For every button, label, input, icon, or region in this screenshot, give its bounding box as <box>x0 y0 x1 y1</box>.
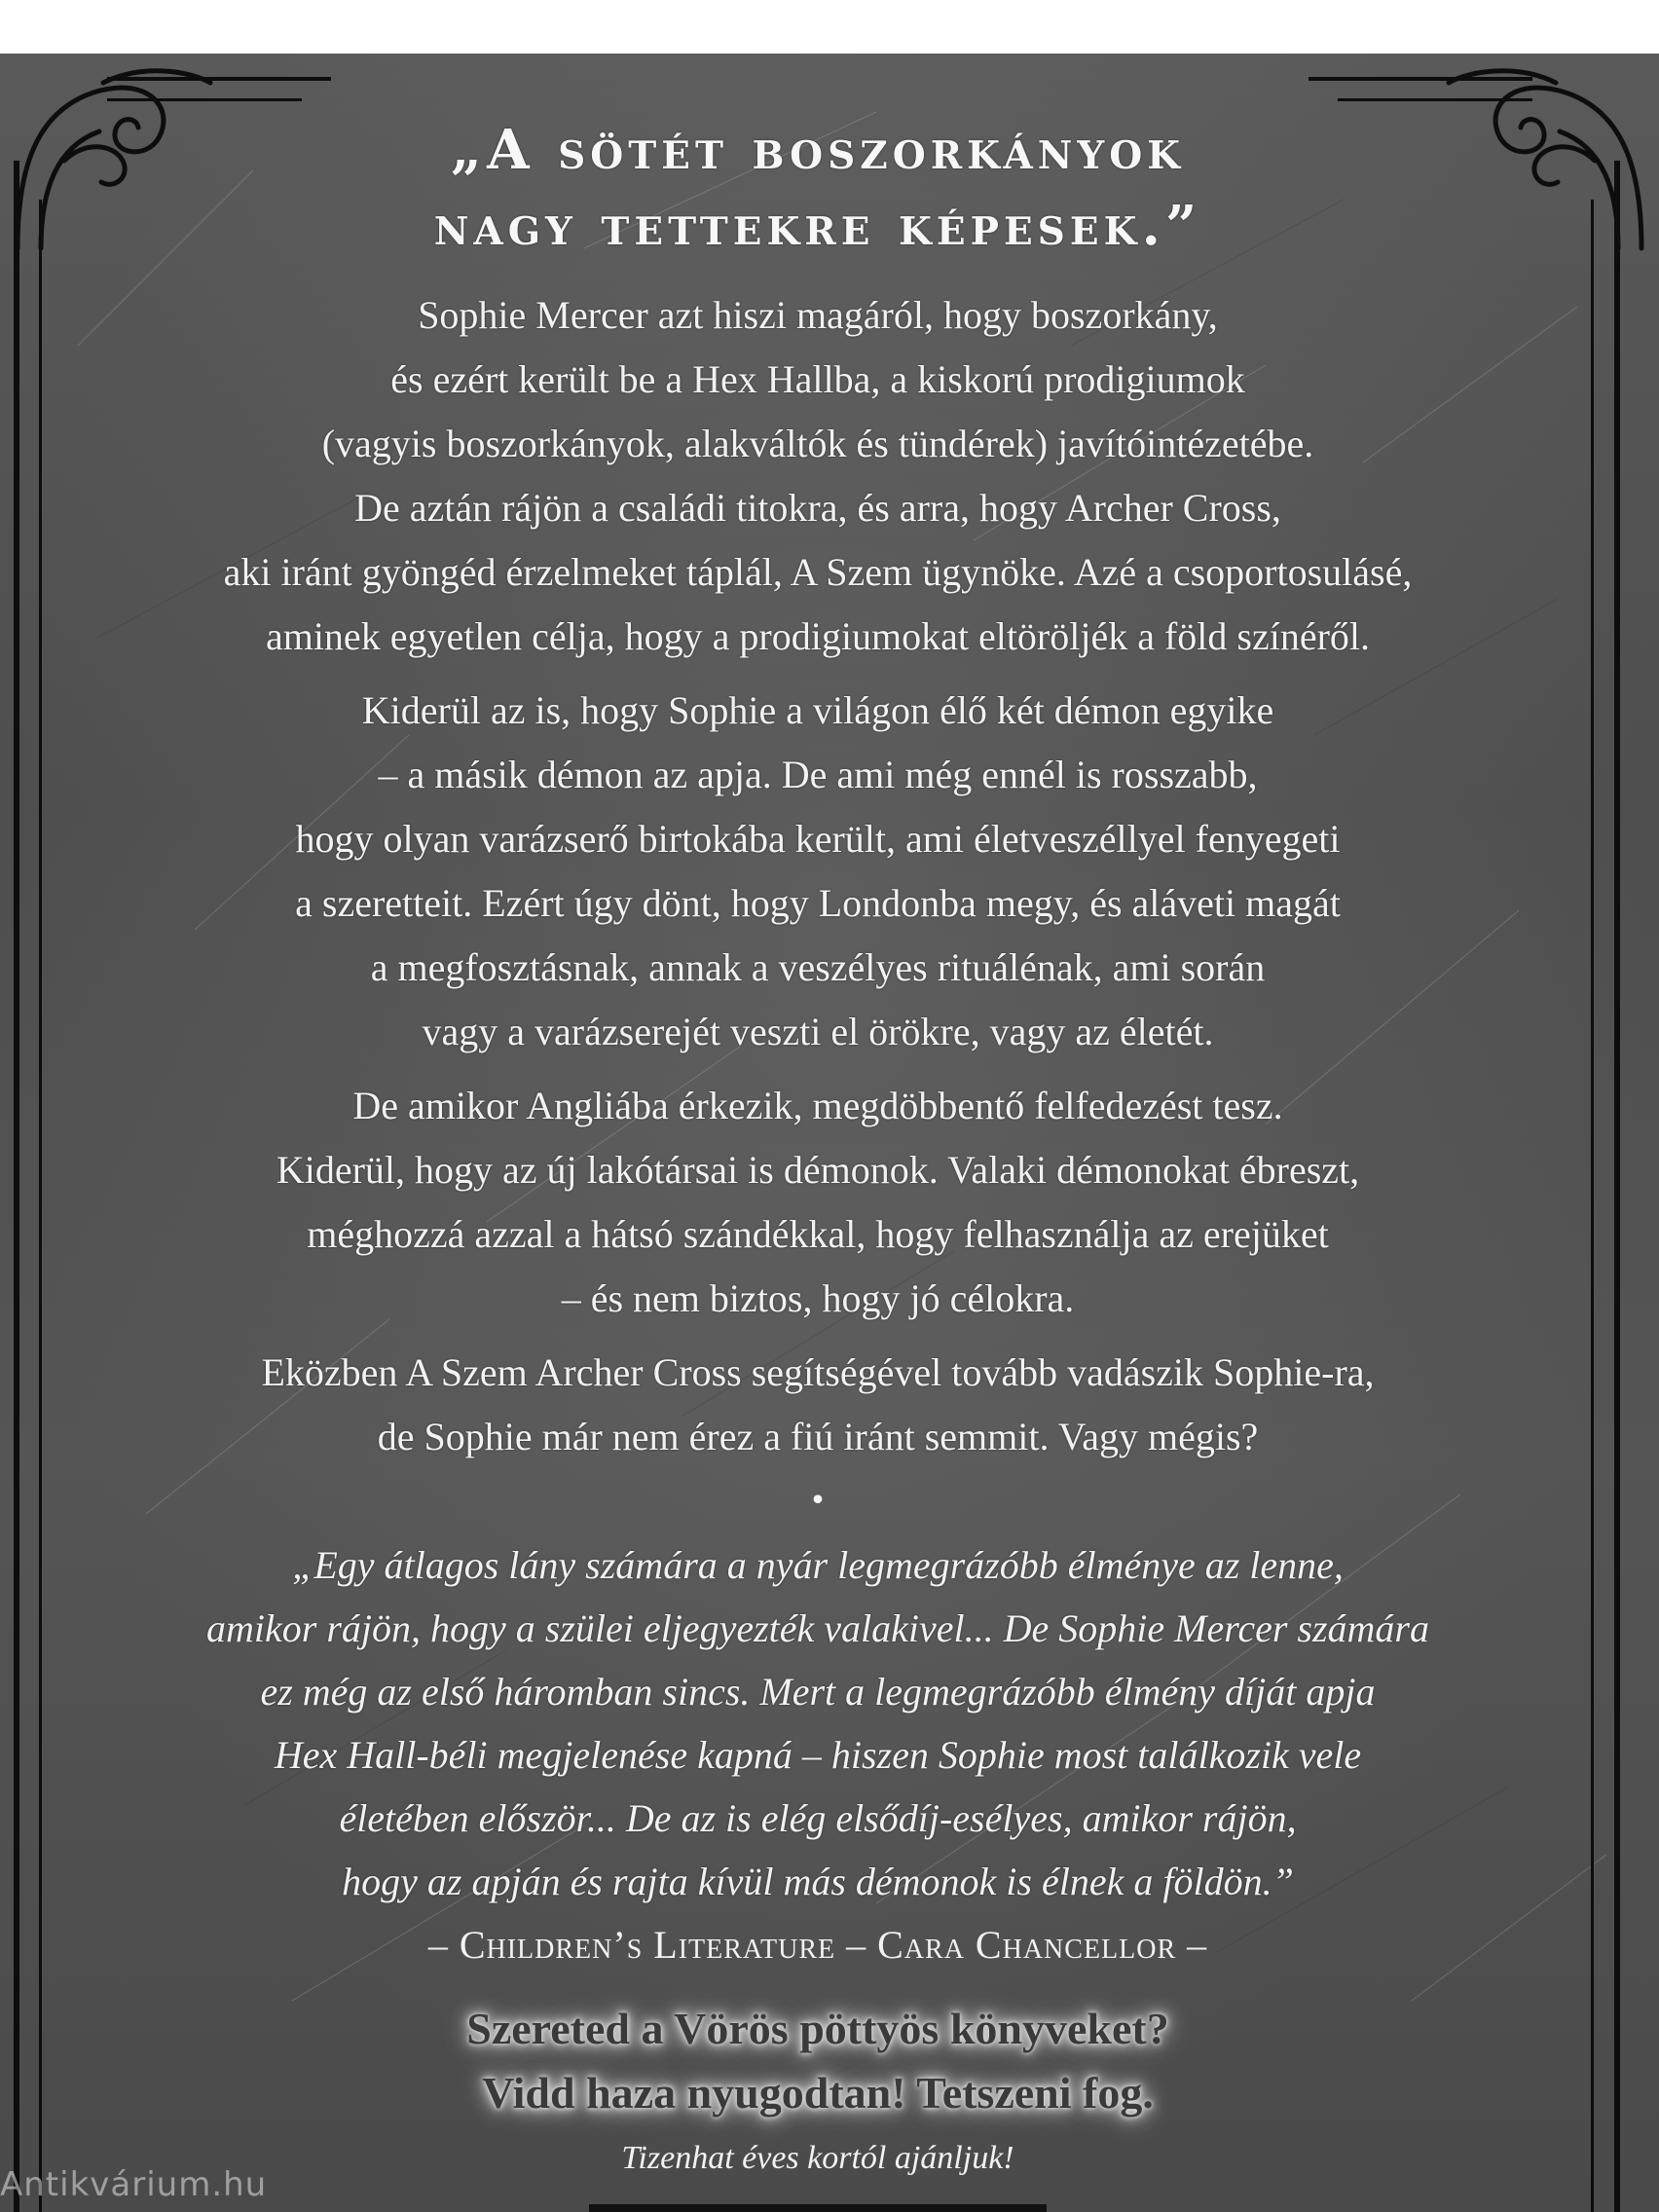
promo-text <box>88 1997 1548 2125</box>
frame-right-outer <box>1614 161 1620 2212</box>
blurb-line: a szeretteit. Ezért úgy dönt, hogy Londonba megy, és aláveti magát <box>295 881 1341 925</box>
promo-line: Vidd haza nyugodtan! Tetszeni fog. <box>482 2068 1154 2118</box>
frame-left-outer <box>14 161 19 2212</box>
blurb-line: – és nem biztos, hogy jó célokra. <box>561 1276 1075 1320</box>
promo-line: Szereted a Vörös pöttyös könyveket? <box>466 2004 1169 2053</box>
review-attribution: – Children’s Literature – Cara Chancellor – <box>427 1923 1208 1967</box>
blurb-line: vagy a varázserejét veszti el örökre, vagy az életét. <box>422 1010 1214 1053</box>
review-line: amikor rájön, hogy a szülei eljegyezték valakivel... De Sophie Mercer számára <box>206 1606 1429 1650</box>
blurb-line: Eközben A Szem Archer Cross segítségével tovább vadászik Sophie-ra, <box>261 1350 1375 1394</box>
frame-left-inner <box>39 200 42 2212</box>
back-cover-content <box>88 112 1548 2186</box>
frame-right-inner <box>1591 200 1594 2212</box>
blurb-line: hogy olyan varázserő birtokába került, ami életveszéllyel fenyegeti <box>295 817 1341 861</box>
headline-line: nagy tettekre képesek.” <box>433 194 1202 258</box>
watermark: Antikvárium.hu <box>0 2165 268 2204</box>
review-line: „Egy átlagos lány számára a nyár legmegrázóbb élménye az lenne, <box>292 1543 1344 1587</box>
blurb-paragraph-2 <box>88 679 1548 1064</box>
blurb-paragraph-3 <box>88 1074 1548 1331</box>
review-line: hogy az apján és rajta kívül más démonok is élnek a földön.” <box>342 1860 1294 1903</box>
blurb-line: Kiderül az is, hogy Sophie a világon élő két démon egyike <box>361 688 1274 732</box>
headline <box>88 112 1548 264</box>
review-line: életében először... De az is elég elsődíj-esélyes, amikor rájön, <box>339 1796 1297 1840</box>
blurb-line: és ezért került be a Hex Hallba, a kiskorú prodigiumok <box>390 357 1245 401</box>
blurb-line: Sophie Mercer azt hiszi magáról, hogy boszorkány, <box>418 293 1218 337</box>
blurb-line: méghozzá azzal a hátsó szándékkal, hogy felhasználja az erejüket <box>307 1212 1329 1256</box>
blurb-line: de Sophie már nem érez a fiú iránt semmit. Vagy mégis? <box>377 1415 1259 1458</box>
headline-line: „A sötét boszorkányok <box>450 118 1186 182</box>
blurb-line: aminek egyetlen célja, hogy a prodigiumokat eltöröljék a föld színéről. <box>265 614 1371 658</box>
blurb-line: (vagyis boszorkányok, alakváltók és tündérek) javítóintézetébe. <box>321 422 1314 465</box>
blurb-line: De aztán rájön a családi titokra, és arra, hogy Archer Cross, <box>354 486 1281 530</box>
blurb-line: Kiderül, hogy az új lakótársai is démonok. Valaki démonokat ébreszt, <box>276 1148 1360 1192</box>
review-quote <box>88 1533 1548 1913</box>
blurb-line: De amikor Angliába érkezik, megdöbbentő felfedezést tesz. <box>352 1084 1283 1127</box>
review-line: ez még az első háromban sincs. Mert a legmegrázóbb élmény díját apja <box>260 1670 1376 1714</box>
blurb-line: aki iránt gyöngéd érzelmeket táplál, A Szem ügynöke. Azé a csoportosulásé, <box>223 550 1413 594</box>
blurb-paragraph-4 <box>88 1341 1548 1469</box>
separator-bullet: • <box>809 1484 827 1518</box>
bottom-bar <box>589 2204 1047 2212</box>
review-line: Hex Hall-béli megjelenése kapná – hiszen Sophie most találkozik vele <box>274 1733 1362 1777</box>
age-recommendation: Tizenhat éves kortól ajánljuk! <box>621 2140 1014 2176</box>
blurb-line: – a másik démon az apja. De ami még ennél is rosszabb, <box>378 753 1258 796</box>
blurb-paragraph-1 <box>88 283 1548 669</box>
book-back-cover <box>0 54 1659 2212</box>
blurb-line: a megfosztásnak, annak a veszélyes rituálénak, ami során <box>370 945 1266 989</box>
